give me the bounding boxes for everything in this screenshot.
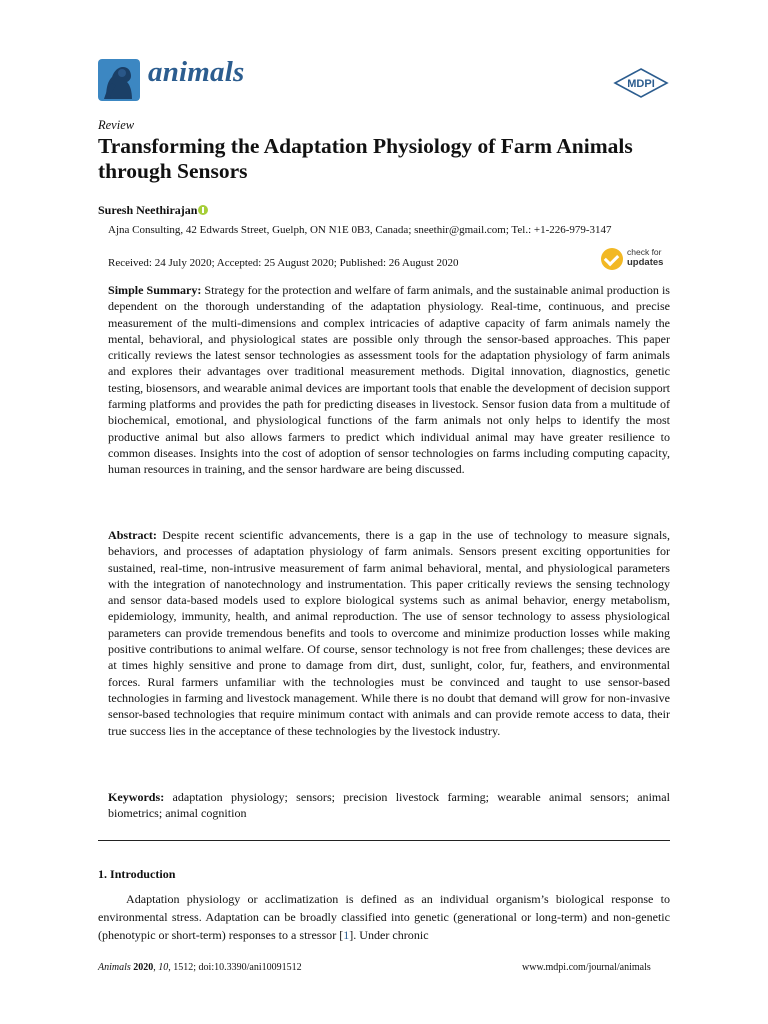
check-for-updates-badge[interactable] [601, 248, 673, 272]
abstract-text: Despite recent scientific advancements, there is a gap in the use of technology to measure signals, behaviors, and processes of adaptation physiology of farm animals. Sensors present exciting opportunities for sustained, real-time, non-intrusive measurement of farm animal behavioral, mental, and physiological parameters with the integration of nanotechnology and instrumentation. This paper critically reviews the sensing technology and sensor data-based models used to explore biological systems such as animal behavior, energy metabolism, epidemiology, immunity, health, and animal reproduction. The use of sensor technology to assess physiological parameters can provide tremendous benefits and tools to overcome and minimize production losses while making positive contributions to animal welfare. Of course, sensor technology is not free from challenges; these devices are at times highly sensitive and prone to damage from dirt, dust, sunlight, color, fur, feathers, and environmental forces. Rural farmers unfamiliar with the technologies must be convinced and taught to use sensor-based technologies in farming and livestock management. While there is no doubt that demand will grow for non-invasive sensor-based technologies that require minimum contact with animals and can provide remote access to data, their true success lies in the acceptance of these technologies by the livestock industry. [108, 528, 670, 738]
article-type: Review [98, 118, 135, 132]
journal-name: animals [148, 56, 245, 88]
section-heading: 1. Introduction [98, 867, 176, 881]
author-line [98, 203, 208, 218]
intro-text-after-ref: ]. Under chronic [349, 928, 429, 942]
mdpi-logo [613, 68, 669, 98]
journal-logo [98, 59, 140, 101]
citation-link[interactable]: 1 [343, 928, 350, 942]
keywords-text: adaptation physiology; sensors; precision livestock farming; wearable animal sensors; animal biometrics; animal cognition [108, 790, 670, 821]
abstract [108, 527, 670, 739]
simple-summary [108, 282, 670, 478]
footer-journal: Animals [98, 962, 131, 973]
section-divider [98, 840, 670, 841]
footer-year: 2020 [133, 962, 154, 973]
publisher-name: MDPI [627, 78, 655, 90]
footer-url[interactable]: www.mdpi.com/journal/animals [522, 962, 651, 973]
keywords-label: Keywords: [108, 790, 165, 804]
keywords [108, 789, 670, 822]
footer-volume: 10 [158, 962, 169, 973]
intro-text-before-ref: Adaptation physiology or acclimatization is defined as an individual organism’s biological response to environmental stress. Adaptation can be broadly classified into genetic (generational or long-term) and non-genetic (phenotypic or short-term) responses to a stressor [ [98, 892, 670, 942]
affiliation: Ajna Consulting, 42 Edwards Street, Guelph, ON N1E 0B3, Canada; sneethir@gmail.com; Tel.: +1-226-979-3147 [108, 224, 612, 236]
simple-summary-text: Strategy for the protection and welfare of farm animals, and the sustainable animal production is dependent on the thorough understanding of the adaptation physiology. Real-time, continuous, and precise measurement of the multi-dimensions and complex intricacies of adaptive capacity of farm animals namely the mental, behavioral, and physiological states are possible only through the sensor-based approaches. This paper critically reviews the latest sensor technologies as assessment tools for the adaptation physiology of farm animals and explores their advantages over traditional measurement methods. Digital innovation, diagnostics, genetic testing, biosensors, and wearable animal devices are important tools that enable the development of decision support farming platforms and provides the path for predicting diseases in livestock. Sensor fusion data from a multitude of biochemical, emotional, and physiological functions of the farm animals not only helps to identify the most productive animal but also allows farmers to predict which individual animal may have greater resilience to common diseases. Insights into the cost of adoption of sensor technologies on farms including computing capacity, human resources in training, and the sensor hardware are being discussed. [108, 283, 670, 477]
simple-summary-label: Simple Summary: [108, 283, 202, 297]
check-updates-label [627, 248, 663, 267]
check-updates-line1: check for [627, 247, 662, 257]
gorilla-icon [98, 59, 140, 101]
author-name: Suresh Neethirajan [98, 203, 198, 217]
footer-citation: Animals 2020, 10, 1512; doi:10.3390/ani10091512 [98, 962, 302, 973]
publication-dates: Received: 24 July 2020; Accepted: 25 August 2020; Published: 26 August 2020 [108, 257, 459, 269]
abstract-label: Abstract: [108, 528, 157, 542]
check-updates-line2: updates [627, 256, 664, 268]
checkmark-icon [601, 248, 623, 270]
orcid-icon[interactable] [198, 205, 208, 215]
introduction-paragraph [98, 890, 670, 944]
footer-rest: , 1512; doi:10.3390/ani10091512 [168, 962, 302, 973]
article-title: Transforming the Adaptation Physiology of Farm Animals through Sensors [98, 134, 633, 183]
